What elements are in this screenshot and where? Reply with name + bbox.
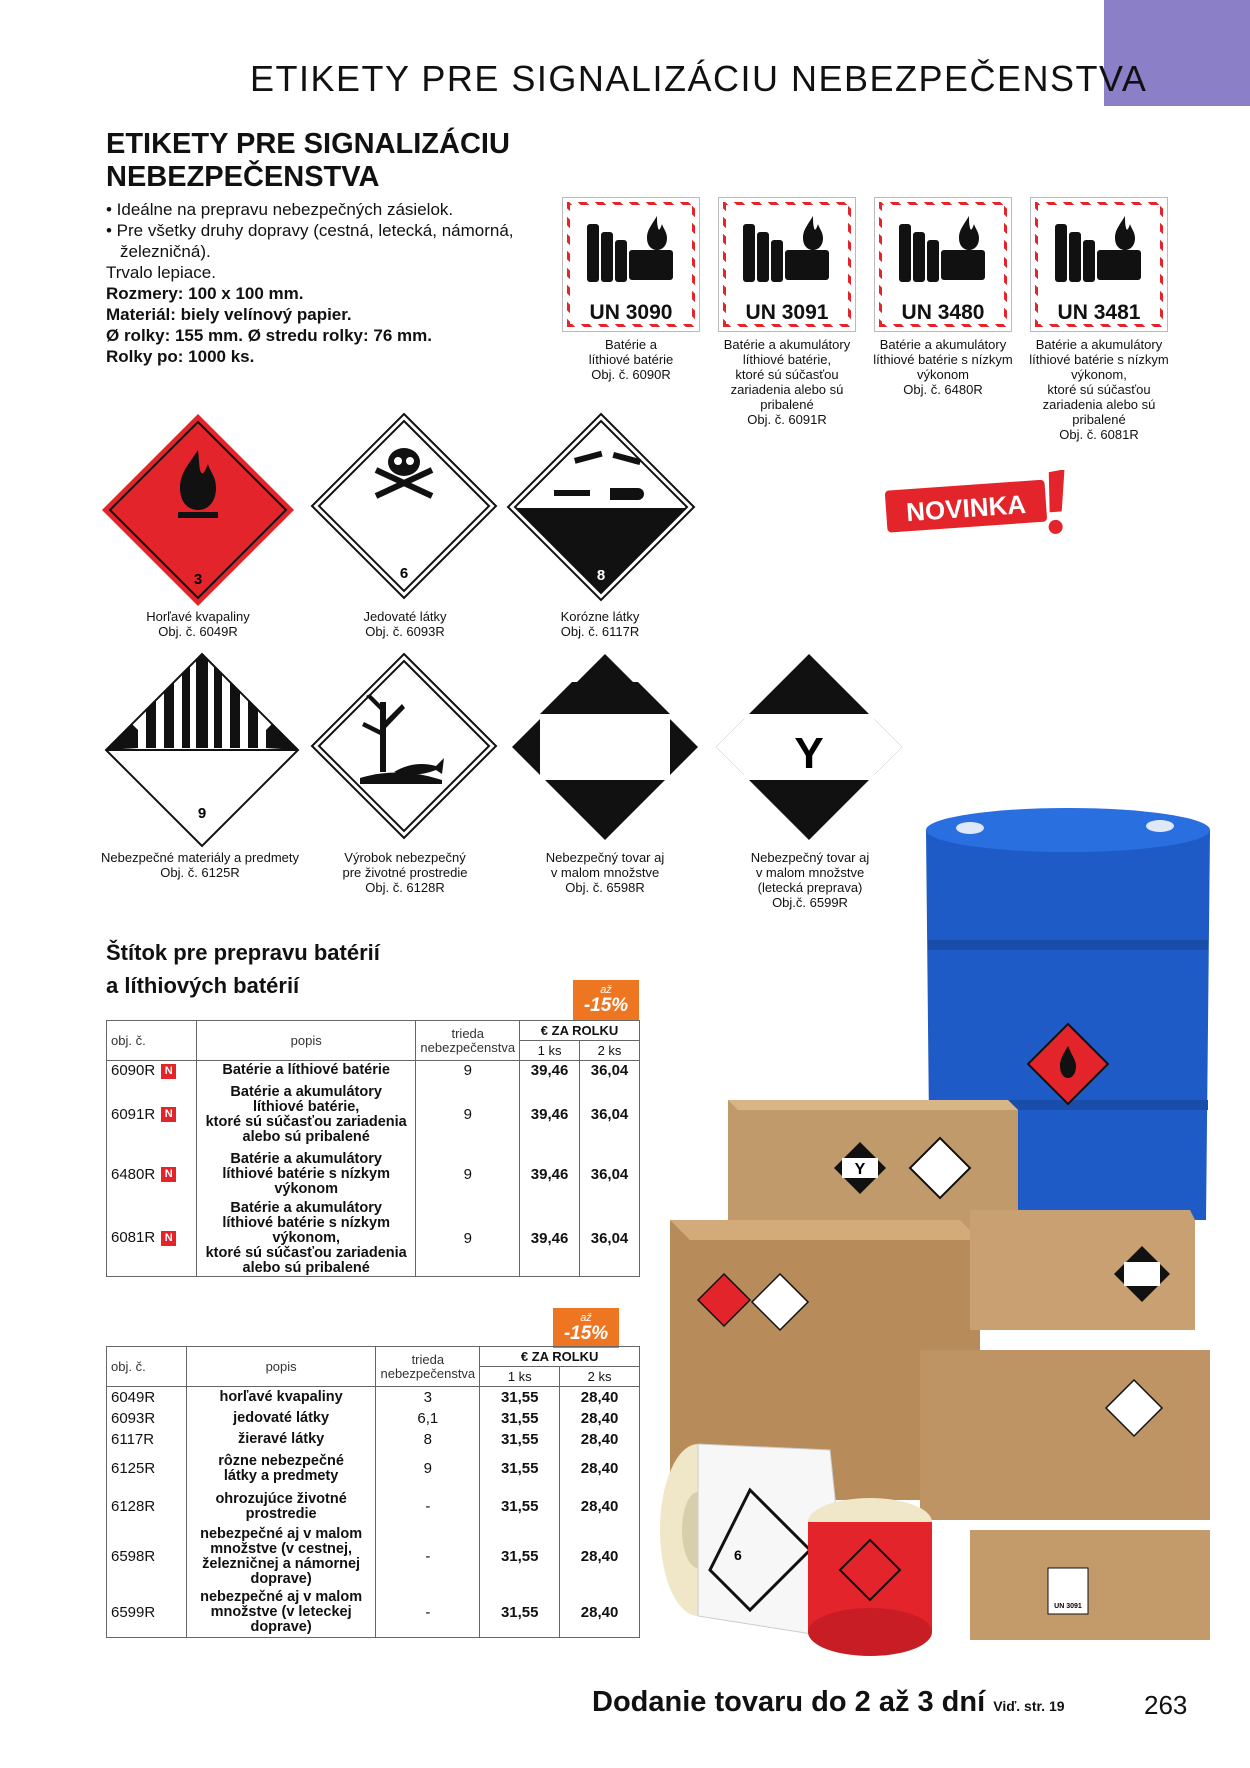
col-desc: popis [196, 1021, 415, 1061]
battery-label-1 [718, 197, 856, 332]
caption-line: Obj. č. 6093R [365, 624, 445, 639]
title-line: ETIKETY PRE SIGNALIZÁCIU [106, 128, 510, 160]
table-row [107, 1429, 640, 1450]
desc-line: Batérie a akumulátory [230, 1083, 382, 1100]
hazard-class-num: 8 [596, 567, 606, 584]
hazard-class-num: 6 [399, 565, 409, 582]
cell-price-1: 39,46 [520, 1201, 580, 1277]
cell-price-2: 28,40 [560, 1588, 640, 1638]
intro-line: Trvalo lepiace. [106, 263, 216, 282]
cell-class: - [376, 1526, 480, 1588]
novinka-badge [882, 470, 1082, 542]
spec-per-roll: Rolky po: 1000 ks. [106, 347, 255, 366]
y-letter: Y [794, 729, 824, 778]
table-row [107, 1488, 640, 1526]
un-number: UN 3481 [1057, 301, 1141, 324]
col-1ks: 1 ks [480, 1367, 560, 1387]
cell-price-2: 28,40 [560, 1408, 640, 1429]
footer-main: Dodanie tovaru do 2 až 3 dní [592, 1686, 986, 1718]
footer-delivery [592, 1686, 1065, 1719]
cell-price-1: 31,55 [480, 1387, 560, 1408]
caption-line: Nebezpečné materiály a predmety [101, 850, 299, 865]
caption-line: Batérie a akumulátory [879, 337, 1007, 352]
cell-price-2: 28,40 [560, 1429, 640, 1450]
cell-code [107, 1081, 197, 1149]
spec-roll: Ø rolky: 155 mm. Ø stredu rolky: 76 mm. [106, 326, 432, 345]
code-text: 6598R [111, 1548, 156, 1565]
desc-line: doprave) [250, 1618, 312, 1635]
caption-line: zariadenia alebo sú [730, 382, 844, 397]
bullet: • Pre všetky druhy dopravy (cestná, letecká, námorná, [106, 221, 514, 240]
cell-class: - [376, 1588, 480, 1638]
col-2ks: 2 ks [560, 1367, 640, 1387]
cell-desc [196, 1149, 415, 1201]
desc-line: ktoré sú súčasťou zariadenia [205, 1244, 407, 1261]
flammable-diamond [100, 412, 296, 608]
cell-price-2: 28,40 [560, 1387, 640, 1408]
cell-desc [186, 1588, 375, 1638]
caption-line: Obj. č. 6049R [158, 624, 238, 639]
battery-caption-3 [1010, 337, 1188, 442]
new-badge: N [161, 1167, 176, 1182]
battery-label-0 [562, 197, 700, 332]
discount-az: až [600, 984, 612, 996]
cell-class: - [376, 1488, 480, 1526]
caption-line: pribalené [760, 397, 814, 412]
code-text: 6049R [111, 1388, 156, 1406]
table-row [107, 1588, 640, 1638]
cell-price-1: 39,46 [520, 1149, 580, 1201]
intro-text [106, 199, 546, 367]
caption-line: Obj. č. 6480R [903, 382, 983, 397]
cell-code [107, 1488, 187, 1526]
col-class-line: nebezpečenstva [420, 1039, 516, 1055]
caption-line: výkonom, [1071, 367, 1127, 382]
environment-diamond [310, 652, 498, 840]
caption-line: Batérie a akumulátory [1035, 337, 1163, 352]
code-text: 6599R [111, 1603, 156, 1621]
hazard-price-table [106, 1346, 640, 1638]
battery-caption-0 [542, 337, 720, 382]
col-code: obj. č. [107, 1021, 197, 1061]
cell-desc [186, 1450, 375, 1488]
table-row [107, 1526, 640, 1588]
code-text: 6125R [111, 1460, 156, 1477]
table-row [107, 1061, 640, 1081]
desc-line: prostredie [245, 1505, 317, 1522]
cell-price-1: 31,55 [480, 1450, 560, 1488]
cell-price-2: 28,40 [560, 1526, 640, 1588]
desc-line: Batérie a líthiové batérie [222, 1062, 390, 1079]
new-badge: N [161, 1231, 176, 1246]
caption-line: líthiové batérie, [742, 352, 832, 367]
bullet: • Ideálne na prepravu nebezpečných zásielok. [106, 200, 454, 219]
code-text: 6117R [111, 1430, 155, 1448]
col-class [416, 1021, 520, 1061]
caption-6117 [525, 609, 675, 639]
cell-code [107, 1387, 187, 1408]
cell-price-1: 31,55 [480, 1526, 560, 1588]
desc-line: nebezpečné aj v malom [200, 1588, 363, 1605]
caption-line: (letecká preprava) [757, 880, 863, 895]
main-title [106, 128, 566, 194]
battery-caption-2 [854, 337, 1032, 397]
new-badge: N [161, 1107, 176, 1122]
un-number: UN 3091 [745, 301, 829, 324]
hazard-class-num: 3 [193, 571, 203, 588]
cell-class: 3 [376, 1387, 480, 1408]
col-class [376, 1347, 480, 1387]
caption-line: Obj.č. 6599R [772, 895, 848, 910]
caption-line: Korózne látky [560, 609, 640, 624]
desc-line: množstve (v leteckej [210, 1603, 352, 1620]
code-text: 6480R [111, 1165, 156, 1183]
cell-code [107, 1450, 187, 1488]
code-text: 6093R [111, 1409, 156, 1427]
table-row [107, 1408, 640, 1429]
cell-desc [186, 1488, 375, 1526]
desc-line: líthiové batérie s nízkym [222, 1166, 390, 1182]
desc-line: výkonom, [272, 1229, 340, 1246]
col-class-line: trieda [411, 1351, 445, 1367]
desc-line: rôzne nebezpečné [218, 1452, 344, 1469]
discount-badge-2 [553, 1308, 619, 1348]
desc-line: doprave) [250, 1570, 312, 1587]
spec-material: Materiál: biely velínový papier. [106, 305, 352, 324]
cell-desc [186, 1429, 375, 1450]
caption-line: líthiové batérie s nízkym [873, 352, 1013, 367]
caption-6093 [330, 609, 480, 639]
table-row [107, 1387, 640, 1408]
stripes-icon [106, 654, 298, 750]
desc-line: líthiové batérie, [252, 1098, 360, 1115]
code-text: 6081R [111, 1229, 156, 1247]
caption-line: Jedovaté látky [363, 609, 447, 624]
caption-line: zariadenia alebo sú [1042, 397, 1156, 412]
cell-code [107, 1408, 187, 1429]
caption-line: Obj. č. 6091R [747, 412, 827, 427]
product-photo [650, 800, 1250, 1660]
desc-line: železničnej a námornej [202, 1555, 361, 1572]
title-line: NEBEZPEČENSTVA [106, 161, 380, 193]
desc-line: Batérie a akumulátory [230, 1151, 382, 1167]
discount-badge-1 [573, 980, 639, 1020]
cell-class: 9 [416, 1149, 520, 1201]
cell-class: 9 [416, 1061, 520, 1081]
desc-line: jedovaté látky [233, 1409, 330, 1426]
corrosive-diamond [506, 412, 696, 602]
cell-price-1: 31,55 [480, 1588, 560, 1638]
cell-code [107, 1061, 197, 1081]
bullet-cont: železničná). [120, 242, 211, 261]
cell-price-1: 31,55 [480, 1429, 560, 1450]
battery-fire-icon [573, 202, 689, 292]
cell-code [107, 1429, 187, 1450]
cell-price-1: 31,55 [480, 1408, 560, 1429]
caption-line: líthiové batérie [588, 352, 674, 367]
caption-6049 [118, 609, 278, 639]
desc-line: nebezpečné aj v malom [200, 1525, 363, 1542]
cell-desc [196, 1061, 415, 1081]
cell-code [107, 1588, 187, 1638]
col-price: € ZA ROLKU [480, 1347, 640, 1367]
caption-line: Obj. č. 6125R [160, 865, 240, 880]
desc-line: Batérie a akumulátory [230, 1199, 382, 1216]
desc-line: výkonom [274, 1181, 338, 1197]
section-title-line: Štítok pre prepravu batérií [106, 940, 380, 965]
cell-desc [186, 1526, 375, 1588]
cell-class: 9 [416, 1081, 520, 1149]
battery-fire-icon [1041, 202, 1157, 292]
desc-line: horľavé kvapaliny [219, 1388, 343, 1405]
page-header: ETIKETY PRE SIGNALIZÁCIU NEBEZPEČENSTVA [250, 58, 1148, 99]
hazard-class-num: 9 [197, 805, 207, 822]
battery-caption-1 [698, 337, 876, 427]
misc-diamond [104, 652, 300, 848]
caption-line: v malom množstve [550, 865, 660, 880]
caption-line: Obj. č. 6598R [565, 880, 645, 895]
col-class-line: nebezpečenstva [380, 1365, 476, 1381]
caption-line: Obj. č. 6081R [1059, 427, 1139, 442]
table-row [107, 1081, 640, 1149]
footer-ref: Viď. str. 19 [993, 1698, 1065, 1714]
cell-price-2: 28,40 [560, 1450, 640, 1488]
caption-line: Obj. č. 6117R [560, 624, 640, 639]
page-number: 263 [1144, 1690, 1188, 1720]
cell-price-2: 36,04 [580, 1081, 640, 1149]
cell-price-1: 39,46 [520, 1061, 580, 1081]
desc-line: ohrozujúce životné [215, 1490, 347, 1507]
cell-price-2: 28,40 [560, 1488, 640, 1526]
code-text: 6091R [111, 1105, 156, 1123]
caption-line: ktoré sú súčasťou [1047, 382, 1151, 397]
caption-line: Batérie a akumulátory [723, 337, 851, 352]
battery-label-3 [1030, 197, 1168, 332]
novinka-text: NOVINKA [905, 488, 1027, 528]
cell-code [107, 1201, 197, 1277]
caption-line: ktoré sú súčasťou [735, 367, 839, 382]
desc-line: alebo sú pribalené [242, 1128, 370, 1145]
cell-code [107, 1149, 197, 1201]
discount-az: až [580, 1312, 592, 1324]
caption-line: Obj. č. 6090R [591, 367, 671, 382]
col-code: obj. č. [107, 1347, 187, 1387]
cell-desc [196, 1081, 415, 1149]
cell-desc [186, 1408, 375, 1429]
cell-price-1: 31,55 [480, 1488, 560, 1526]
battery-fire-icon [885, 202, 1001, 292]
cell-class: 9 [416, 1201, 520, 1277]
caption-6125 [90, 850, 310, 880]
col-class-line: trieda [451, 1025, 485, 1041]
col-2ks: 2 ks [580, 1041, 640, 1061]
code-text: 6090R [111, 1061, 156, 1079]
cell-class: 9 [376, 1450, 480, 1488]
caption-line: Nebezpečný tovar aj [545, 850, 665, 865]
caption-line: výkonom [916, 367, 970, 382]
cell-price-2: 36,04 [580, 1149, 640, 1201]
discount-pct: -15% [563, 1323, 609, 1344]
cell-code [107, 1526, 187, 1588]
discount-pct: -15% [583, 995, 629, 1016]
desc-line: ktoré sú súčasťou zariadenia [205, 1113, 407, 1130]
caption-6128 [325, 850, 485, 895]
col-1ks: 1 ks [520, 1041, 580, 1061]
un-number: UN 3480 [901, 301, 985, 324]
spec-size: Rozmery: 100 x 100 mm. [106, 284, 304, 303]
caption-line: v malom množstve [755, 865, 865, 880]
table-row [107, 1149, 640, 1201]
un-number: UN 3090 [589, 301, 673, 324]
table-row [107, 1450, 640, 1488]
caption-line: Obj. č. 6128R [365, 880, 445, 895]
battery-fire-icon [729, 202, 845, 292]
cell-class: 8 [376, 1429, 480, 1450]
table-row [107, 1201, 640, 1277]
roll-class-num: 6 [734, 1547, 742, 1563]
caption-line: Batérie a [604, 337, 658, 352]
col-price: € ZA ROLKU [520, 1021, 640, 1041]
battery-label-2 [874, 197, 1012, 332]
box-y-letter: Y [854, 1161, 866, 1178]
desc-line: množstve (v cestnej, [210, 1540, 353, 1557]
battery-price-table [106, 1020, 640, 1277]
caption-line: Horľavé kvapaliny [146, 609, 250, 624]
desc-line: látky a predmety [223, 1467, 339, 1484]
desc-line: žieravé látky [237, 1430, 325, 1447]
caption-line: pre životné prostredie [342, 865, 468, 880]
cell-price-2: 36,04 [580, 1201, 640, 1277]
col-desc: popis [186, 1347, 375, 1387]
code-text: 6128R [111, 1498, 156, 1515]
caption-line: Výrobok nebezpečný [344, 850, 466, 865]
cell-class: 6,1 [376, 1408, 480, 1429]
section-title [106, 936, 380, 1002]
new-badge: N [161, 1064, 176, 1079]
desc-line: líthiové batérie s nízkym [222, 1214, 390, 1231]
cell-price-1: 39,46 [520, 1081, 580, 1149]
desc-line: alebo sú pribalené [242, 1259, 370, 1276]
cell-desc [186, 1387, 375, 1408]
section-title-line: a líthiových batérií [106, 973, 300, 998]
small-label-text: UN 3091 [1054, 1603, 1082, 1610]
toxic-diamond [310, 412, 498, 600]
caption-line: Nebezpečný tovar aj [750, 850, 870, 865]
caption-line: líthiové batérie s nízkym [1029, 352, 1169, 367]
cell-price-2: 36,04 [580, 1061, 640, 1081]
cell-desc [196, 1201, 415, 1277]
caption-line: pribalené [1072, 412, 1126, 427]
